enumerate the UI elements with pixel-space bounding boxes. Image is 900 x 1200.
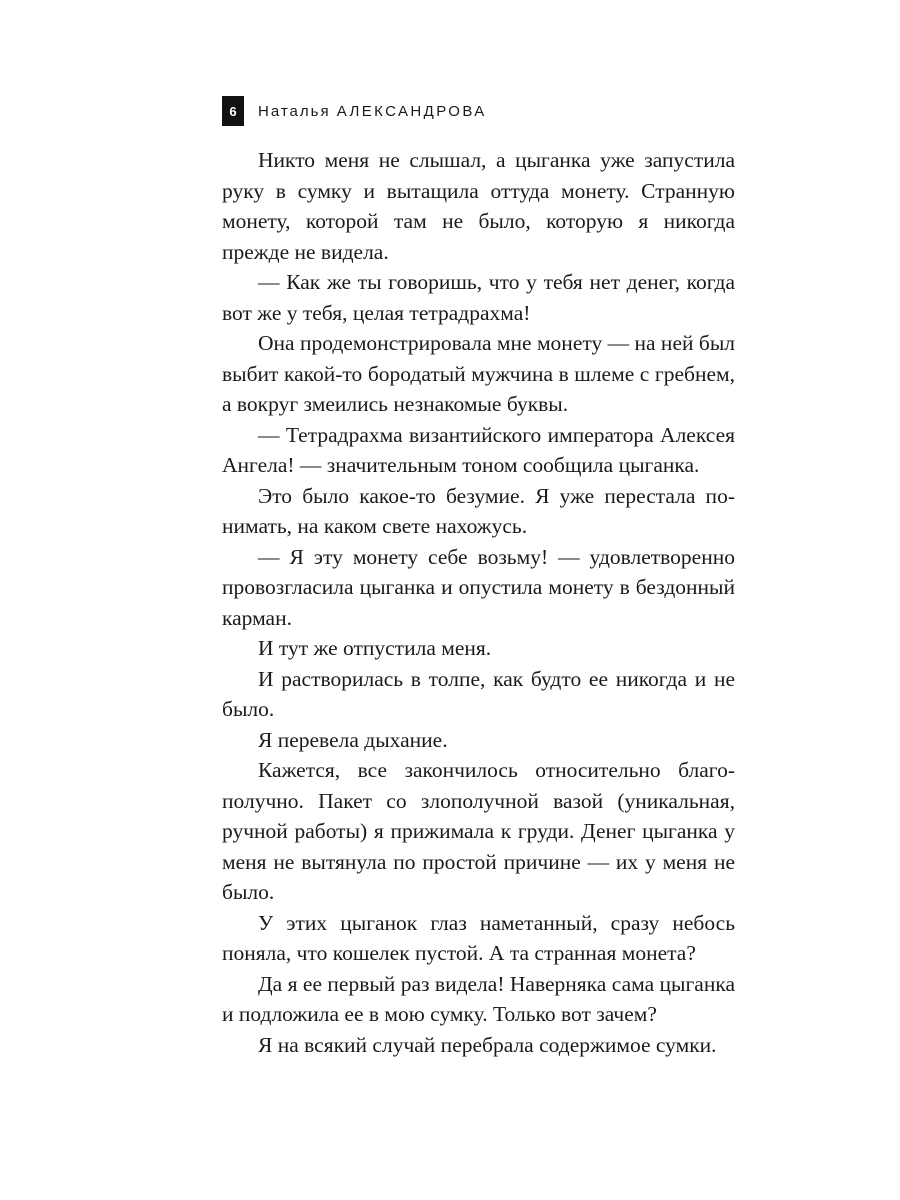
paragraph: И тут же отпустила меня. [258,636,492,660]
paragraph: — Я эту монету себе возьму! — удовлетворенно провозгласила цыганка и опустила монету в бездонный карман. [222,544,735,630]
paragraph: Она продемонстрировала мне монету — на ней был выбит какой-то бородатый мужчина в шлеме с гребнем, а вокруг змеились незнакомые буквы. [222,331,735,416]
paragraph: И растворилась в толпе, как будто ее никогда и не было. [222,666,735,721]
author-name [258,103,487,120]
paragraph: Это было какое-то безумие. Я уже перестала понимать, на каком свете нахожусь. [222,483,735,538]
body-text [222,145,735,1060]
paragraph: Никто меня не слышал, а цыганка уже запустила руку в сумку и вытащила оттуда монету. Странную монету, которой там не было, которую я никогда прежде не видела. [222,148,735,264]
running-header [222,96,487,126]
paragraph: Кажется, все закончилось относительно благополучно. Пакет со злополучной вазой (уникальная, ручной работы) я прижимала к груди. Денег цыганка у меня не вытянула по простой причине — их у меня не было. [222,758,735,904]
page-number: 6 [222,96,244,126]
paragraph: — Как же ты говоришь, что у тебя нет денег, когда вот же у тебя, целая тетрадрахма! [222,270,735,325]
author-first-name: Наталья [258,102,331,120]
paragraph: У этих цыганок глаз наметанный, сразу небось поняла, что кошелек пустой. А та странная монета? [222,910,735,965]
paragraph: Да я ее первый раз видела! Наверняка сама цыганка и подложила ее в мою сумку. Только вот зачем? [222,971,735,1026]
paragraph: Я перевела дыхание. [258,727,448,752]
author-last-name: АЛЕКСАНДРОВА [336,102,487,120]
paragraph: Я на всякий случай перебрала содержимое сумки. [258,1032,717,1057]
paragraph: — Тетрадрахма византийского императора Алексея Ангела! — значительным тоном сообщила цыганка. [222,422,735,477]
